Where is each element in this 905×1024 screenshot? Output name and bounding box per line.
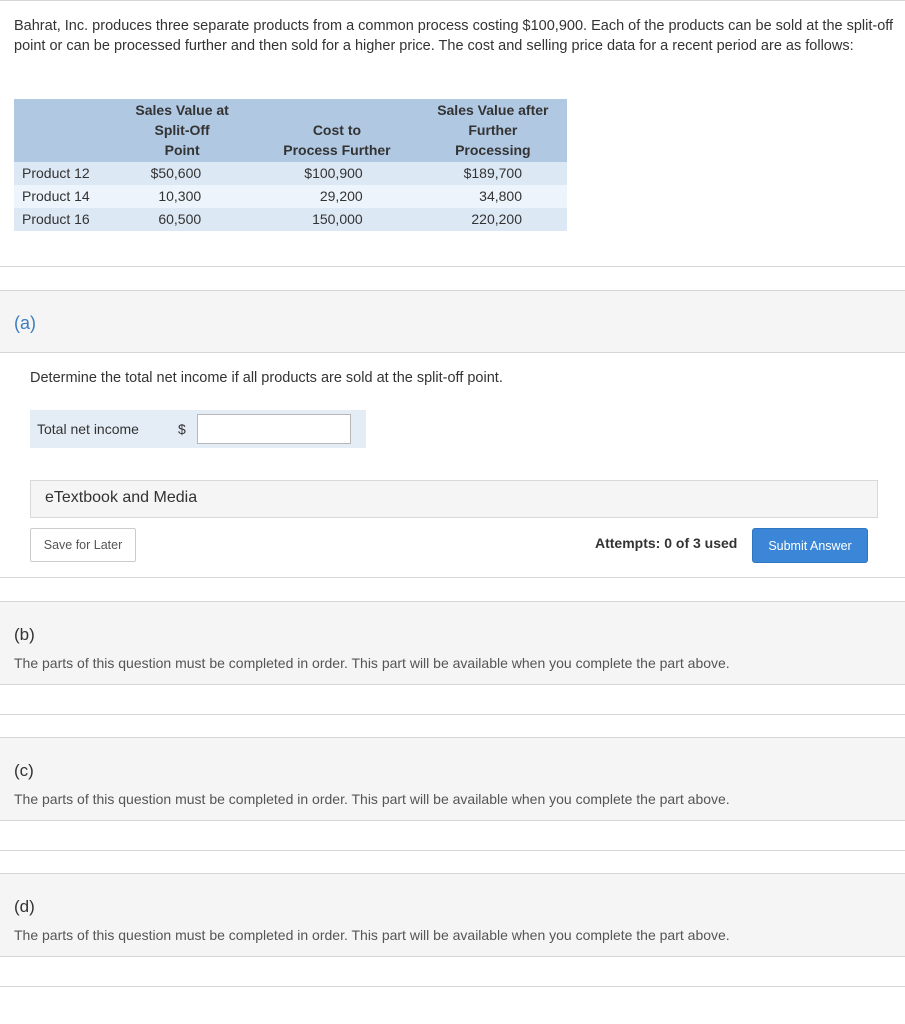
part-b-section: [0, 602, 905, 684]
header-sales-after: [419, 99, 567, 162]
part-b-label: (b): [14, 625, 35, 644]
part-a-question: Determine the total net income if all products are sold at the split-off point.: [30, 370, 503, 386]
section-divider: [0, 986, 905, 987]
sales-after-value: 220,200: [419, 208, 567, 231]
header-line: Process Further: [283, 142, 391, 158]
part-d-note: The parts of this question must be completed in order. This part will be available when you complete the part above.: [14, 927, 730, 943]
table-row: [14, 185, 567, 208]
table-row: [14, 208, 567, 231]
part-d-label: (d): [14, 897, 35, 916]
product-name: Product 12: [14, 162, 109, 185]
section-divider: [0, 850, 905, 851]
product-name: Product 14: [14, 185, 109, 208]
total-net-income-input[interactable]: [197, 414, 351, 444]
table-header-row: [14, 99, 567, 162]
submit-answer-button[interactable]: Submit Answer: [752, 528, 868, 563]
header-line: Further: [468, 122, 518, 138]
sales-split-off-value: $50,600: [109, 162, 255, 185]
sales-split-off-value: 60,500: [109, 208, 255, 231]
section-divider: [0, 266, 905, 267]
save-for-later-button[interactable]: Save for Later: [30, 528, 136, 562]
attempts-counter: Attempts: 0 of 3 used: [595, 535, 738, 551]
section-divider: [0, 577, 905, 578]
header-cost-further: [255, 99, 419, 162]
section-divider: [0, 714, 905, 715]
header-line: Sales Value after: [437, 102, 549, 118]
cost-further-value: $100,900: [255, 162, 419, 185]
part-d-section: [0, 874, 905, 956]
header-line: Point: [164, 142, 200, 158]
header-line: Split-Off: [154, 122, 210, 138]
part-c-note: The parts of this question must be completed in order. This part will be available when you complete the part above.: [14, 791, 730, 807]
part-b-note: The parts of this question must be completed in order. This part will be available when you complete the part above.: [14, 655, 730, 671]
section-divider: [0, 352, 905, 353]
product-name: Product 16: [14, 208, 109, 231]
header-line: Cost to: [312, 122, 362, 138]
part-c-section: [0, 738, 905, 820]
sales-split-off-value: 10,300: [109, 185, 255, 208]
top-divider: [0, 0, 905, 1]
part-a-label: (a): [14, 313, 36, 333]
section-divider: [0, 956, 905, 957]
etextbook-media-link[interactable]: eTextbook and Media: [30, 480, 878, 518]
header-sales-split-off: [109, 99, 255, 162]
currency-symbol: $: [178, 421, 186, 437]
cost-further-value: 150,000: [255, 208, 419, 231]
sales-after-value: $189,700: [419, 162, 567, 185]
header-empty: [14, 99, 109, 162]
section-divider: [0, 684, 905, 685]
header-line: Sales Value at: [135, 102, 229, 118]
problem-intro: Bahrat, Inc. produces three separate products from a common process costing $100,900. Each of the products can be sold at the split-off point or can be processed further and then sold for a higher price. The cost and selling price data for a recent period are as follows:: [14, 18, 894, 54]
cost-further-value: 29,200: [255, 185, 419, 208]
product-data-table: [14, 99, 567, 231]
part-c-label: (c): [14, 761, 34, 780]
part-a-header: [0, 291, 905, 352]
section-divider: [0, 820, 905, 821]
table-row: [14, 162, 567, 185]
answer-row: [30, 410, 366, 448]
sales-after-value: 34,800: [419, 185, 567, 208]
answer-label: Total net income: [37, 421, 139, 437]
header-line: Processing: [455, 142, 531, 158]
